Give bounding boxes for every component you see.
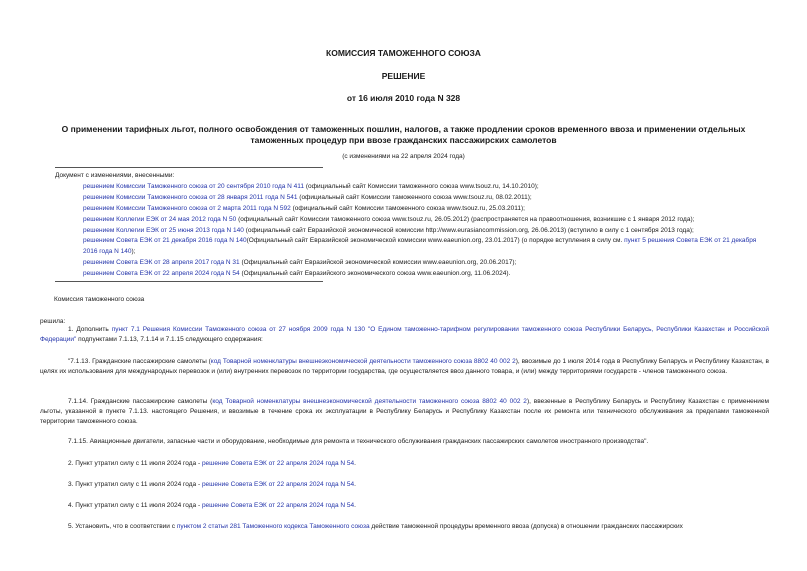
issuing-organization: КОМИССИЯ ТАМОЖЕННОГО СОЮЗА [326, 48, 481, 58]
change-item [55, 215, 769, 226]
reference-link[interactable]: пункт 7.1 Решения Комиссии Таможенного союза от 27 ноября 2009 года N 130 "О Едином таможенно-тарифном регулировании таможенного союза Республики Беларусь, Республики Казахстан и Российской Федерации" [40, 326, 769, 343]
commission-name: Комиссия таможенного союза [54, 296, 145, 303]
reference-link[interactable]: решение Совета ЕЭК от 22 апреля 2024 года N 54 [201, 502, 355, 509]
revision-note: (с изменениями на 22 апреля 2024 года) [342, 153, 465, 160]
decided-label: решила: [40, 318, 66, 325]
change-source: (Официальный сайт Евразийского экономического союза www.eaeunion.org, 11.06.2024). [239, 270, 511, 278]
reference-link[interactable]: пунктом 2 статьи 281 Таможенного кодекса Таможенного союза [176, 523, 370, 530]
change-item [55, 236, 769, 258]
subparagraph-7-1-13: "7.1.13. Гражданские пассажирские самолеты (код Товарной номенклатуры внешнеэкономической деятельности таможенного союза 8802 40 002 2), ввозимые до 1 июля 2014 года в Республику Беларусь и Республику Казахстан, в целях их использования для международных перевозок и (или) внутренних перевозок по территории государства, где осуществляется ввоз данного товара, и (или) между территориями государств - членов таможенного союза. [40, 358, 769, 375]
change-link[interactable]: решением Совета ЕЭК от 21 декабря 2016 года N 140 [83, 237, 247, 245]
change-source: (официальный сайт Комиссии таможенного союза www.tsouz.ru, 08.02.2011); [297, 193, 532, 201]
subparagraph-7-1-15: 7.1.15. Авиационные двигатели, запасные части и оборудование, необходимые для ремонта и технического обслуживания гражданских пассажирских самолетов иностранного производства". [68, 438, 649, 445]
change-link-effective[interactable]: пункт 5 решения Совета ЕЭК от 21 декабря 2016 года N 140 [83, 237, 757, 256]
change-source: (официальный сайт Комиссии таможенного союза www.tsouz.ru, 25.03.2011); [290, 204, 525, 212]
change-source: (Официальный сайт Евразийской экономической комиссии www.eaeunion.org, 20.06.2017); [239, 259, 517, 267]
change-item [55, 204, 769, 215]
change-link[interactable]: решением Комиссии Таможенного союза от 28 января 2011 года N 541 [83, 193, 298, 201]
change-item [55, 182, 769, 193]
change-item [55, 269, 769, 280]
reference-link[interactable]: решение Совета ЕЭК от 22 апреля 2024 года N 54 [201, 460, 355, 467]
change-link[interactable]: решением Комиссии Таможенного союза от 20 сентября 2010 года N 411 [83, 182, 305, 190]
change-source-tail: ); [131, 248, 136, 256]
paragraph-3: 3. Пункт утратил силу с 11 июля 2024 года - решение Совета ЕЭК от 22 апреля 2024 года N 54. [68, 481, 356, 488]
paragraph-2: 2. Пункт утратил силу с 11 июля 2024 года - решение Совета ЕЭК от 22 апреля 2024 года N 54. [68, 460, 356, 467]
reference-link[interactable]: решение Совета ЕЭК от 22 апреля 2024 года N 54 [201, 481, 355, 488]
document-type: РЕШЕНИЕ [381, 71, 426, 81]
changes-list [55, 171, 769, 280]
change-source: (Официальный сайт Евразийской экономической комиссии www.eaeunion.org, 23.01.2017) (о порядке вступления в силу см. [246, 237, 625, 245]
change-link[interactable]: решением Коллегии ЕЭК от 24 мая 2012 года N 50 [83, 215, 237, 223]
change-link[interactable]: решением Совета ЕЭК от 22 апреля 2024 года N 54 [83, 270, 240, 278]
change-source: (официальный сайт Комиссии таможенного союза www.tsouz.ru, 26.05.2012) (распространяется на правоотношения, возникшие с 1 января 2012 года); [236, 215, 695, 223]
document-date: от 16 июля 2010 года N 328 [346, 93, 461, 103]
change-item [55, 258, 769, 269]
change-link[interactable]: решением Комиссии Таможенного союза от 2 марта 2011 года N 592 [83, 204, 291, 212]
change-link[interactable]: решением Коллегии ЕЭК от 25 июня 2013 года N 140 [83, 226, 244, 234]
document-subject: О применении тарифных льгот, полного освобождения от таможенных пошлин, налогов, а также продлении сроков временного ввоза и применении отдельных таможенных процедур при ввозе гражданских пассажирских самолетов [61, 124, 746, 145]
changes-top-divider [55, 167, 323, 168]
change-link[interactable]: решением Совета ЕЭК от 28 апреля 2017 года N 31 [83, 259, 240, 267]
reference-link[interactable]: код Товарной номенклатуры внешнеэкономической деятельности таможенного союза 8802 40 002 2 [210, 358, 516, 365]
reference-link[interactable]: код Товарной номенклатуры внешнеэкономической деятельности таможенного союза 8802 40 002 2 [212, 398, 527, 405]
paragraph-1: 1. Дополнить пункт 7.1 Решения Комиссии Таможенного союза от 27 ноября 2009 года N 130 "О Едином таможенно-тарифном регулировании таможенного союза Республики Беларусь, Республики Казахстан и Российской Федерации" подпунктами 7.1.13, 7.1.14 и 7.1.15 следующего содержания: [40, 326, 769, 343]
changes-bottom-divider [55, 281, 323, 282]
change-item [55, 226, 769, 237]
changes-intro: Документ с изменениями, внесенными: [55, 172, 175, 179]
change-source: (официальный сайт Евразийской экономической комиссии http://www.eurasiancommission.org, 26.06.2013) (вступило в силу с 1 сентября 2013 года); [243, 226, 694, 234]
paragraph-4: 4. Пункт утратил силу с 11 июля 2024 года - решение Совета ЕЭК от 22 апреля 2024 года N 54. [68, 502, 356, 509]
paragraph-5: 5. Установить, что в соответствии с пунктом 2 статьи 281 Таможенного кодекса Таможенного союза действие таможенной процедуры временного ввоза (допуска) в отношении гражданских пассажирских [68, 523, 683, 530]
change-item [55, 193, 769, 204]
subparagraph-7-1-14: 7.1.14. Гражданские пассажирские самолеты (код Товарной номенклатуры внешнеэкономической деятельности таможенного союза 8802 40 002 2), ввезенные в Республику Беларусь и Республику Казахстан с применением льготы, указанной в пункте 7.1.13. настоящего Решения, и ввозимые в течение срока их эксплуатации в Республику Беларусь и Республику Казахстан после их ремонта или технического обслуживания за пределами таможенной территории таможенного союза. [40, 398, 769, 425]
change-source: (официальный сайт Комиссии таможенного союза www.tsouz.ru, 14.10.2010); [304, 182, 539, 190]
